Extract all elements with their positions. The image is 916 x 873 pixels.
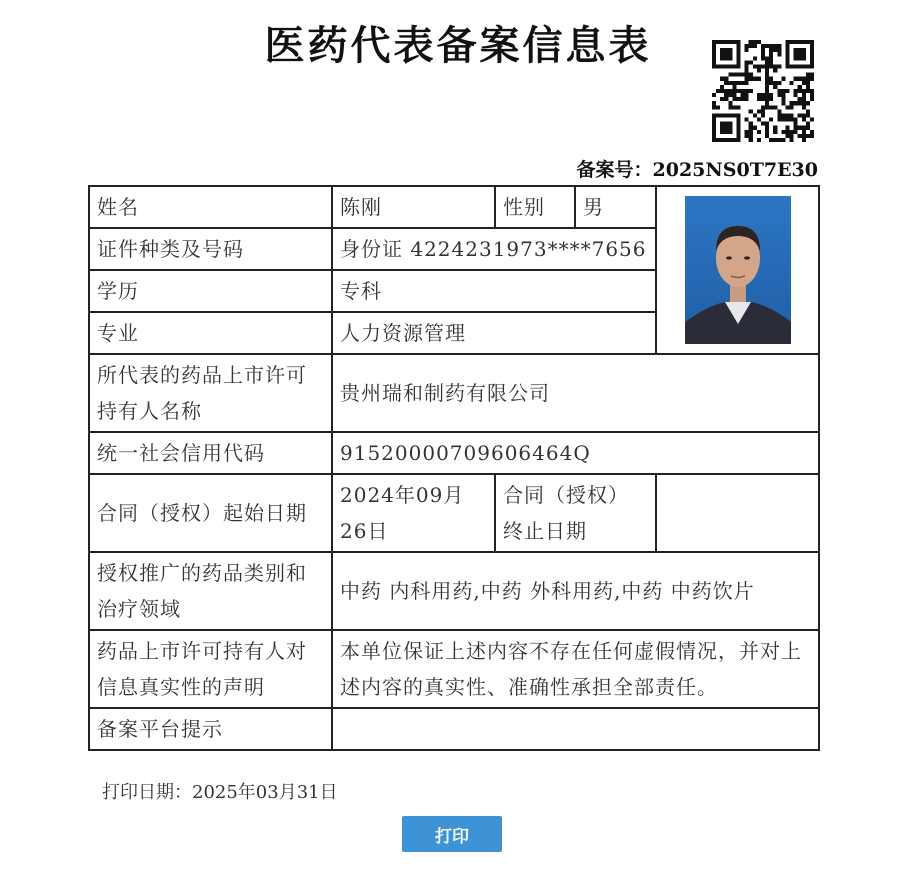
- table-row: [89, 354, 819, 432]
- table-row: [89, 432, 819, 474]
- gender-value: 男: [575, 186, 656, 228]
- print-date: [102, 778, 338, 804]
- holder-value: 贵州瑞和制药有限公司: [332, 354, 819, 432]
- record-number-label: 备案号：: [576, 159, 653, 181]
- record-number: [577, 155, 819, 182]
- record-number-value: 2025NS0T7E30: [652, 159, 818, 181]
- print-date-value: 2025年03月31日: [192, 782, 338, 803]
- scope-label: 授权推广的药品类别和治疗领域: [89, 552, 332, 630]
- education-value: 专科: [332, 270, 656, 312]
- name-label: 姓名: [89, 186, 332, 228]
- major-value: 人力资源管理: [332, 312, 656, 354]
- notice-label: 备案平台提示: [89, 708, 332, 750]
- page-title: 医药代表备案信息表: [264, 22, 652, 69]
- id-label: 证件种类及号码: [89, 228, 332, 270]
- id-value: 身份证 4224231973****7656: [332, 228, 656, 270]
- info-table: [88, 185, 820, 751]
- table-row: [89, 630, 819, 708]
- table-row: [89, 552, 819, 630]
- notice-value: [332, 708, 819, 750]
- start-label: 合同（授权）起始日期: [89, 474, 332, 552]
- scope-value: 中药 内科用药,中药 外科用药,中药 中药饮片: [332, 552, 819, 630]
- major-label: 专业: [89, 312, 332, 354]
- table-row: [89, 708, 819, 750]
- table-row: [89, 186, 819, 228]
- gender-label: 性别: [495, 186, 575, 228]
- declaration-label: 药品上市许可持有人对信息真实性的声明: [89, 630, 332, 708]
- education-label: 学历: [89, 270, 332, 312]
- end-value: [656, 474, 819, 552]
- credit-label: 统一社会信用代码: [89, 432, 332, 474]
- qr-code-icon: [712, 40, 814, 142]
- holder-label: 所代表的药品上市许可持有人名称: [89, 354, 332, 432]
- name-value: 陈刚: [332, 186, 495, 228]
- print-button[interactable]: 打印: [402, 816, 502, 852]
- start-value: 2024年09月26日: [332, 474, 495, 552]
- credit-value: 91520000709606464Q: [332, 432, 819, 474]
- end-label: 合同（授权）终止日期: [495, 474, 656, 552]
- table-row: [89, 474, 819, 552]
- photo-cell: [656, 186, 819, 354]
- print-date-label: 打印日期：: [102, 782, 192, 803]
- declaration-value: 本单位保证上述内容不存在任何虚假情况，并对上述内容的真实性、准确性承担全部责任。: [332, 630, 819, 708]
- person-photo: [685, 196, 791, 344]
